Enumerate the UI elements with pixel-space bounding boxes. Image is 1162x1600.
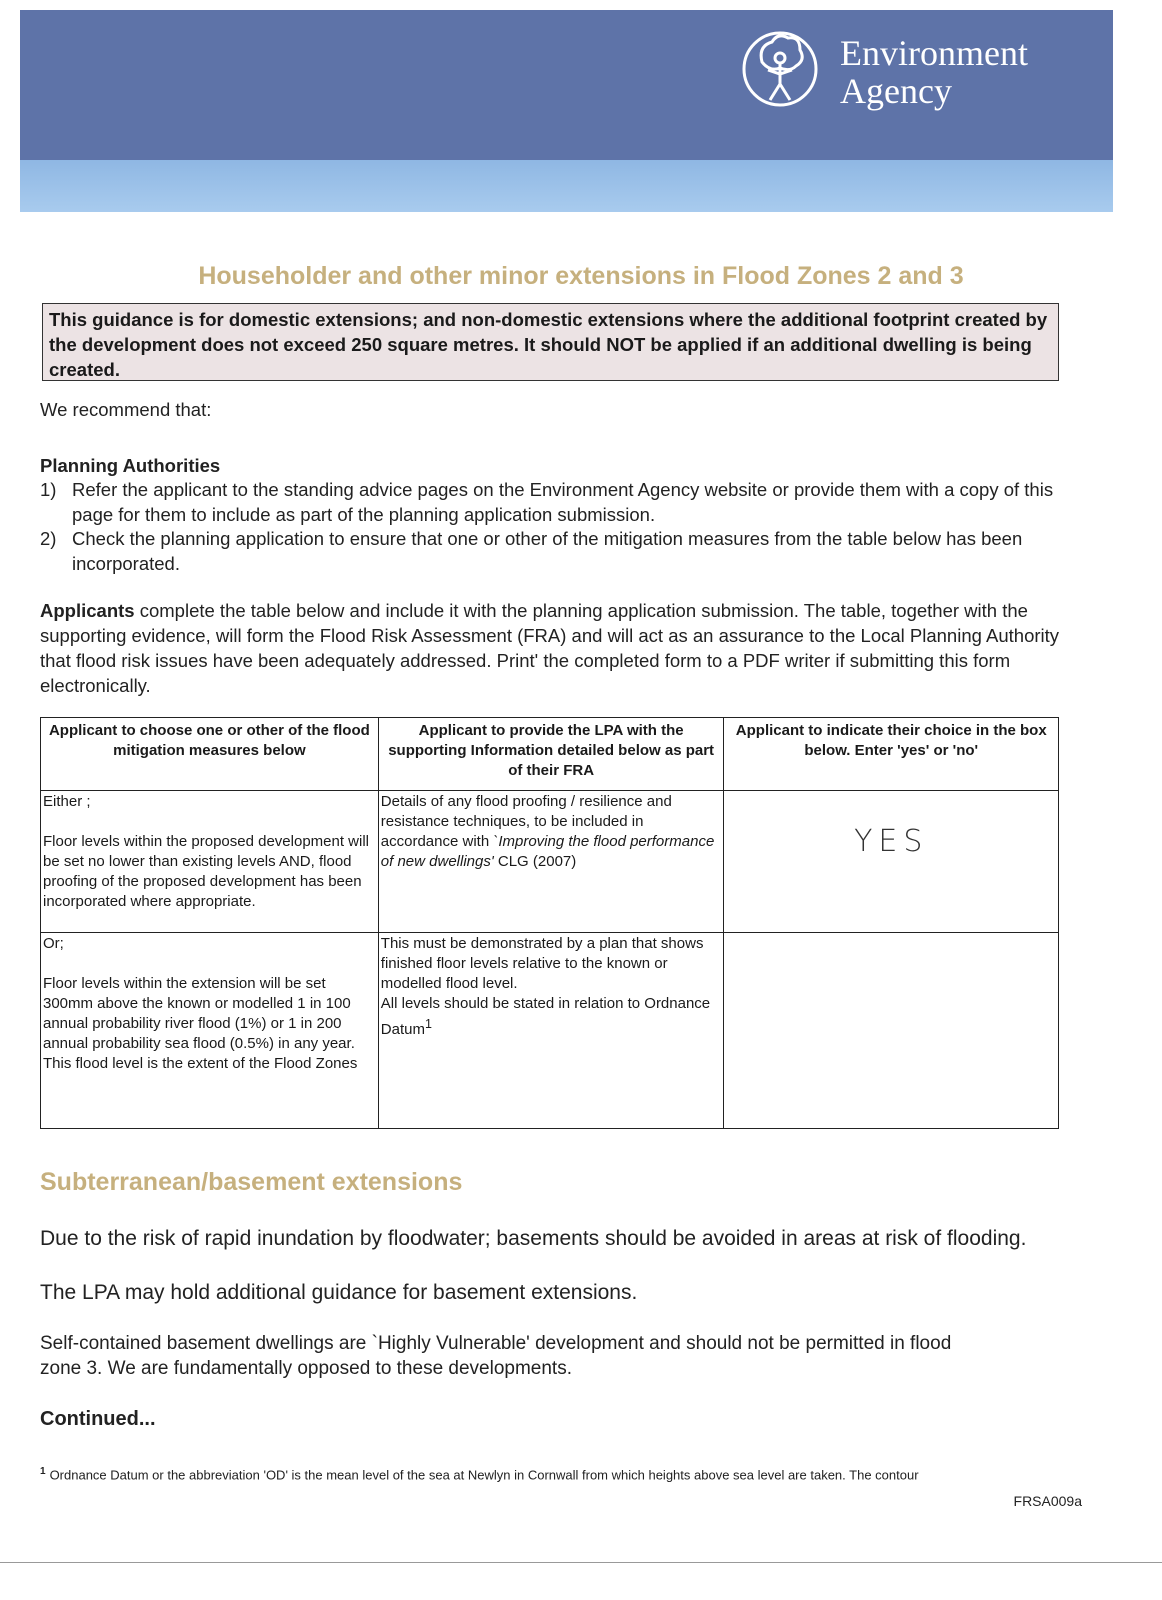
mitigation-table <box>40 717 1059 1129</box>
measure-text: Floor levels within the extension will be set 300mm above the known or modelled 1 in 100 annual probability river flood (1%) or 1 in 200 annual probability sea flood (0.5%) in any year. This flood level is the extent of the Flood Zones <box>43 975 358 1072</box>
list-item-number: 2) <box>40 528 57 549</box>
info-text-datum <box>381 994 722 1040</box>
header-choice: Applicant to indicate their choice in the box below. Enter 'yes' or 'no' <box>724 718 1059 791</box>
handwritten-choice: YES <box>854 824 929 859</box>
mitigation-cell <box>41 933 379 1129</box>
environment-agency-logo <box>740 24 1080 124</box>
list-item-text: Refer the applicant to the standing advice pages on the Environment Agency website or provide them with a copy of this page for them to include as part of the planning application submission. <box>72 479 1054 525</box>
applicants-text: complete the table below and include it with the planning application submission. The table, together with the supporting evidence, will form the Flood Risk Assessment (FRA) and will act as an assurance to the Local Planning Authority that flood risk issues have been adequately addressed. Print' the completed form to a PDF writer if submitting this form electronically. <box>40 600 1060 696</box>
applicants-paragraph <box>40 598 1065 698</box>
info-text-end: CLG (2007) <box>493 853 577 870</box>
list-item-text: Check the planning application to ensure that one or other of the mitigation measures from the table below has been incorporated. <box>72 528 1023 574</box>
header-supporting-info: Applicant to provide the LPA with the supporting Information detailed below as part of their FRA <box>378 718 724 791</box>
recommend-intro: We recommend that: <box>40 399 212 420</box>
table-row <box>41 791 1059 933</box>
document-reference: FRSA009a <box>1013 1493 1082 1509</box>
document-title: Householder and other minor extensions in Flood Zones 2 and 3 <box>198 262 964 290</box>
footnote-marker: 1 <box>424 1017 432 1031</box>
choice-cell[interactable] <box>724 933 1059 1129</box>
footnote-text: Ordnance Datum or the abbreviation 'OD' is the mean level of the sea at Newlyn in Cornwall from which heights above sea level are taken. The contour <box>49 1467 919 1483</box>
info-cell <box>378 933 724 1129</box>
scope-notice: This guidance is for domestic extensions; and non-domestic extensions where the additional footprint created by the development does not exceed 250 square metres. It should NOT be applied if an additional dwelling is being created. <box>42 303 1059 381</box>
applicants-lead: Applicants <box>40 600 135 621</box>
agency-name-line1: Environment <box>840 33 1028 73</box>
basement-heading: Subterranean/basement extensions <box>40 1168 463 1196</box>
tree-figure-logo-icon <box>740 24 830 114</box>
header-band <box>20 160 1113 212</box>
info-datum-text: All levels should be stated in relation to Ordnance Datum <box>380 995 711 1038</box>
option-label: Either ; <box>43 793 91 810</box>
table-row <box>41 933 1059 1129</box>
basement-paragraph-1: Due to the risk of rapid inundation by floodwater; basements should be avoided in areas at risk of flooding. <box>40 1227 1027 1250</box>
info-text: This must be demonstrated by a plan that shows finished floor levels relative to the known or modelled flood level. <box>380 935 704 992</box>
footnote <box>40 1466 919 1482</box>
agency-name <box>840 34 1028 110</box>
info-text: Details of any flood proofing / resilience and resistance techniques, to be included in accordance with <box>380 793 672 850</box>
list-item-number: 1) <box>40 479 57 500</box>
measure-text: Floor levels within the proposed development will be set no lower than existing levels AND, flood proofing of the proposed development has been incorporated where appropriate. <box>43 833 370 910</box>
table-header-row <box>41 718 1059 791</box>
mitigation-cell <box>41 791 379 933</box>
option-label: Or; <box>43 935 64 952</box>
agency-name-line2: Agency <box>840 71 952 111</box>
info-publication-title: `Improving the flood performance of new dwellings' <box>380 833 715 870</box>
basement-paragraph-3: Self-contained basement dwellings are `Highly Vulnerable' development and should not be permitted in flood zone 3. We are fundamentally opposed to these developments. <box>40 1333 952 1379</box>
footnote-mark: 1 <box>40 1466 46 1477</box>
planning-heading: Planning Authorities <box>40 455 221 476</box>
continued-label: Continued... <box>40 1408 156 1430</box>
page-edge-line <box>0 1562 1162 1563</box>
header-mitigation: Applicant to choose one or other of the flood mitigation measures below <box>41 718 379 791</box>
info-cell <box>378 791 724 933</box>
basement-paragraph-2: The LPA may hold additional guidance for basement extensions. <box>40 1281 638 1304</box>
choice-cell[interactable] <box>724 791 1059 933</box>
